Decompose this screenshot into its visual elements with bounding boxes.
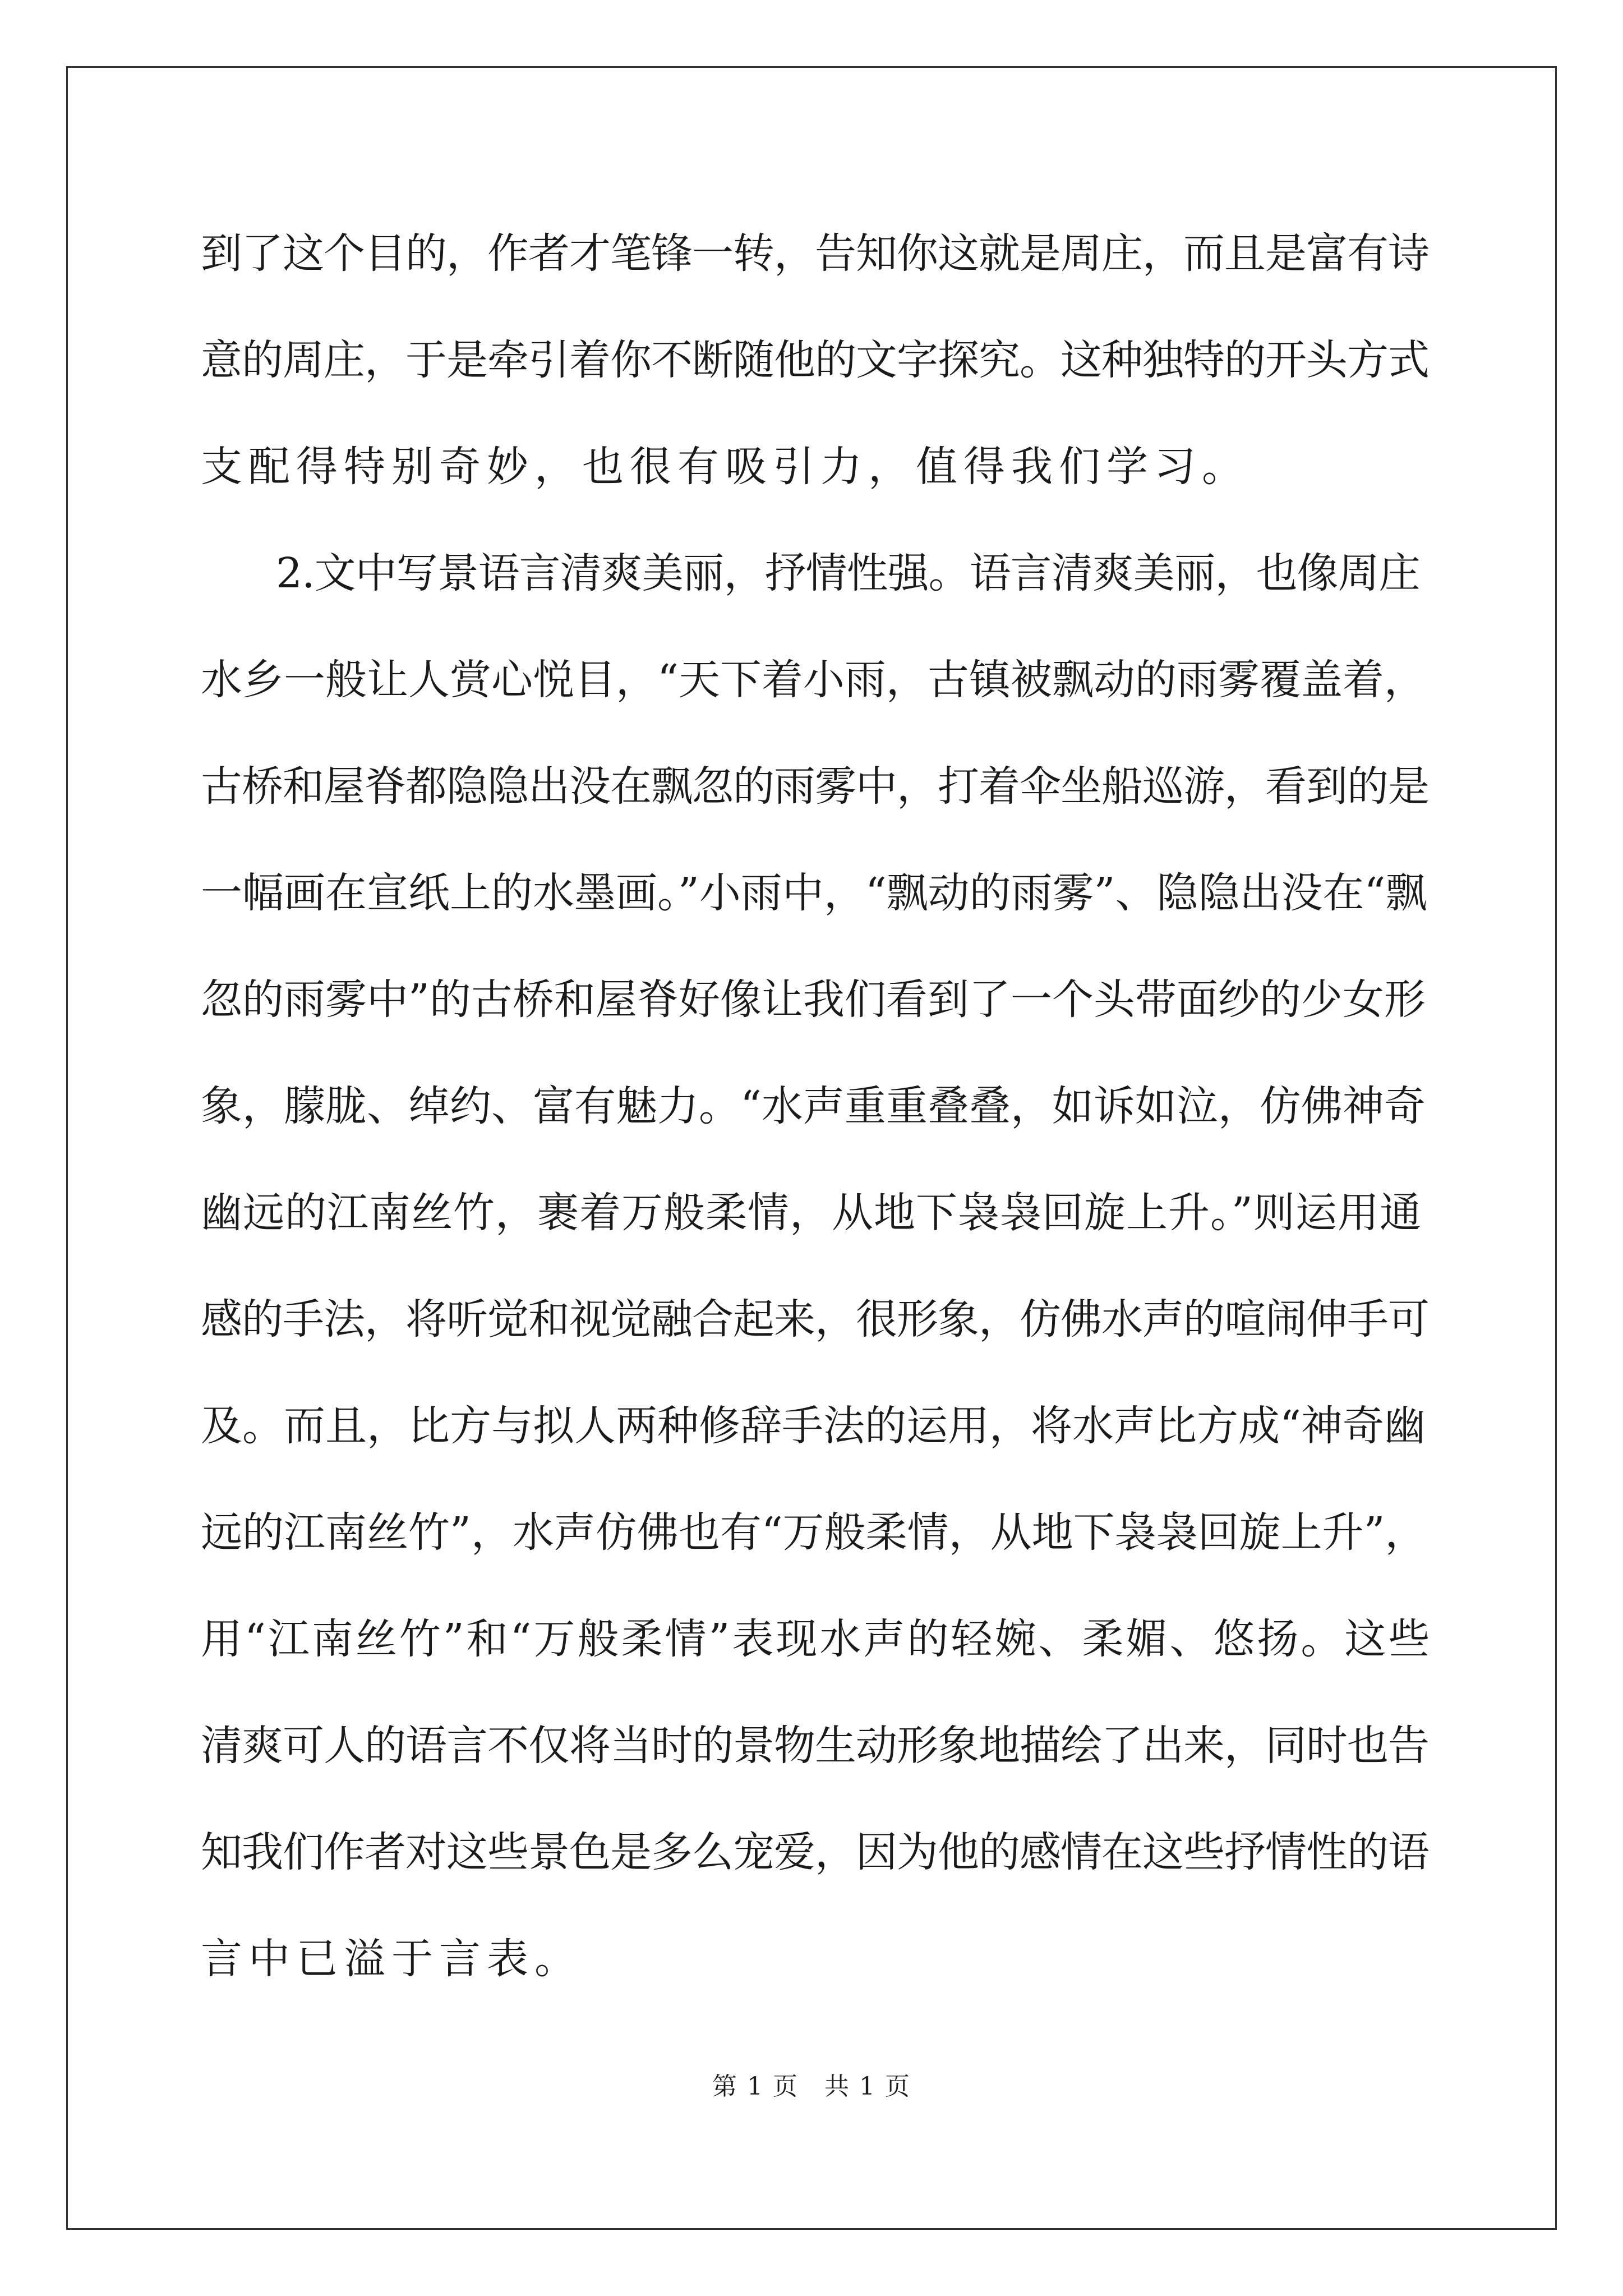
text-line-17: 言中已溢于言表。: [201, 1935, 582, 1983]
text-line-1: 到了这个目的，作者才笔锋一转，告知你这就是周庄，而且是富有诗: [201, 229, 1429, 278]
page-number-footer: 第 1 页 共 1 页: [712, 2072, 911, 2101]
text-line-16: 知我们作者对这些景色是多么宠爱，因为他的感情在这些抒情性的语: [201, 1828, 1429, 1876]
text-line-12: 及。而且，比方与拟人两种修辞手法的运用，将水声比方成“神奇幽: [201, 1402, 1426, 1450]
text-line-8: 忽的雨雾中”的古桥和屋脊好像让我们看到了一个头带面纱的少女形: [201, 976, 1426, 1024]
text-line-14: 用“江南丝竹”和“万般柔情”表现水声的轻婉、柔媚、悠扬。这些: [201, 1615, 1432, 1663]
text-line-3: 支配得特别奇妙，也很有吸引力，值得我们学习。: [201, 443, 1249, 491]
text-line-15: 清爽可人的语言不仅将当时的景物生动形象地描绘了出来，同时也告: [201, 1722, 1429, 1770]
text-line-13: 远的江南丝竹”，水声仿佛也有“万般柔情，从地下袅袅回旋上升”，: [201, 1508, 1427, 1557]
text-line-4: 2.文中写景语言清爽美丽，抒情性强。语言清爽美丽，也像周庄: [276, 549, 1420, 597]
text-line-2: 意的周庄，于是牵引着你不断随他的文字探究。这种独特的开头方式: [201, 336, 1429, 384]
text-line-7: 一幅画在宣纸上的水墨画。”小雨中，“飘动的雨雾”、隐隐出没在“飘: [201, 869, 1427, 917]
text-line-10: 幽远的江南丝竹，裹着万般柔情，从地下袅袅回旋上升。”则运用通: [201, 1189, 1422, 1237]
text-line-9: 象，朦胧、绰约、富有魅力。“水声重重叠叠，如诉如泣，仿佛神奇: [201, 1082, 1426, 1130]
text-line-5: 水乡一般让人赏心悦目，“天下着小雨，古镇被飘动的雨雾覆盖着，: [201, 656, 1426, 704]
text-line-6: 古桥和屋脊都隐隐出没在飘忽的雨雾中，打着伞坐船巡游，看到的是: [201, 762, 1429, 811]
text-line-11: 感的手法，将听觉和视觉融合起来，很形象，仿佛水声的喧闹伸手可: [201, 1295, 1429, 1343]
page-border: [66, 66, 1557, 2230]
